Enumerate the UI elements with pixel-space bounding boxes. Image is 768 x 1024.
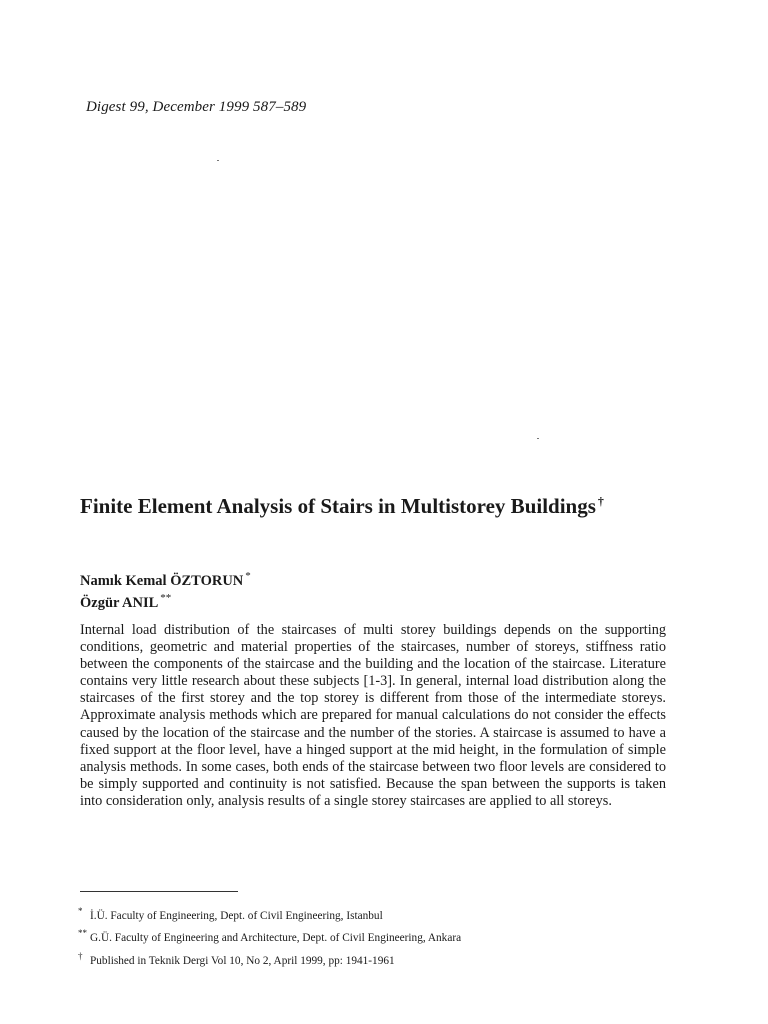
abstract-paragraph: Internal load distribution of the staircases of multi storey buildings depends on the supporting conditions, geometric and material properties of the staircases, number of storeys, stiffness ratio between the components of the staircase and the building and the location of the staircase. Literature contains very little research about these subjects [1-3]. In general, internal load distribution along the staircases of the first storey and the top storey is different from those of the intermediate storeys. Approximate analysis methods which are prepared for manual calculations do not consider the effects caused by the location of the staircase and the number of the stories. A staircase is assumed to have a fixed support at the floor level, have a hinged support at the mid height, in the formulation of simple analysis methods. In some cases, both ends of the staircase between two floor levels are considered to be simply supported and continuity is not satisfied. Because the span between the supports is taken into consideration only, analysis results of a single storey staircases are applied to all storeys. xyxy=(80,622,666,809)
author-entry xyxy=(80,590,251,612)
scan-speck xyxy=(537,438,539,439)
footnote-mark: ** xyxy=(78,928,87,939)
footnote xyxy=(78,948,461,970)
paper-title xyxy=(80,490,680,517)
author-affiliation-mark: * xyxy=(245,570,251,582)
author-list xyxy=(80,568,251,612)
author-affiliation-mark: ** xyxy=(160,591,172,604)
footnote-mark: † xyxy=(78,950,83,961)
scan-speck xyxy=(217,160,219,161)
footnotes xyxy=(78,903,461,970)
footnote xyxy=(78,925,461,947)
title-dagger: † xyxy=(597,494,604,508)
footnote-mark: * xyxy=(78,906,83,916)
footnote xyxy=(78,903,461,925)
footnote-text: G.Ü. Faculty of Engineering and Architecture, Dept. of Civil Engineering, Ankara xyxy=(90,932,462,945)
author-name: Özgür ANIL xyxy=(80,594,159,611)
footnote-text: Published in Teknik Dergi Vol 10, No 2, April 1999, pp: 1941-1961 xyxy=(90,954,395,967)
author-entry xyxy=(80,568,251,590)
paper-title-text: Finite Element Analysis of Stairs in Multistorey Buildings xyxy=(80,494,596,518)
footnote-text: İ.Ü. Faculty of Engineering, Dept. of Civil Engineering, Istanbul xyxy=(90,909,383,922)
author-name: Namık Kemal ÖZTORUN xyxy=(80,572,244,589)
footnote-rule xyxy=(80,891,238,892)
journal-citation: Digest 99, December 1999 587–589 xyxy=(86,99,307,115)
